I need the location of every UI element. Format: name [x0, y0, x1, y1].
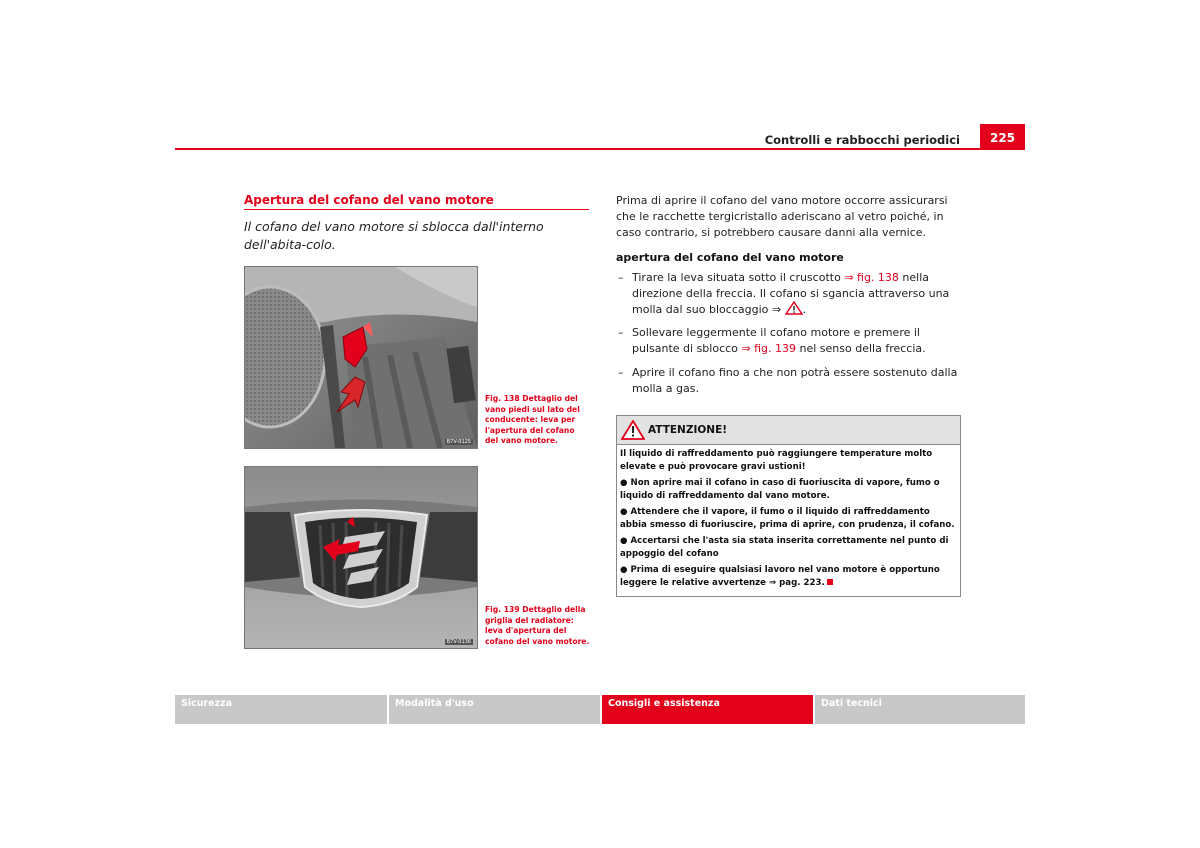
step-dash: –	[618, 326, 624, 339]
tab-modalita-uso[interactable]: Modalità d'uso	[389, 695, 600, 724]
step-3-text: Aprire il cofano fino a che non potrà essere sostenuto dalla molla a gas.	[632, 366, 958, 395]
step-2-text-cont: nel senso della freccia.	[796, 341, 926, 355]
tab-consigli-assistenza[interactable]: Consigli e assistenza	[602, 695, 813, 724]
procedure-heading: apertura del cofano del vano motore	[616, 251, 844, 264]
bullet-icon: ●	[620, 536, 628, 547]
step-1	[616, 270, 961, 318]
bullet-icon: ●	[620, 565, 628, 576]
step-1-text-cont: nella direzione della freccia. Il cofano si sgancia attraverso una molla dal suo bloccaggio ⇒	[632, 271, 950, 316]
warning-box	[616, 415, 961, 597]
step-2	[616, 325, 961, 356]
fig-139-link[interactable]: ⇒ fig. 139	[741, 341, 797, 355]
step-dash: –	[618, 366, 624, 379]
figure-138-image	[244, 266, 478, 449]
header-rule	[175, 148, 1025, 150]
figure-139-image	[244, 466, 478, 649]
page-number: 225	[980, 124, 1025, 149]
body-paragraph: Prima di aprire il cofano del vano motore occorre assicurarsi che le racchette tergicristallo aderiscano al vetro poiché, in caso contrario, si potrebbero causare danni alla vernice.	[616, 194, 948, 239]
warning-title: ATTENZIONE!	[648, 424, 728, 436]
tab-dati-tecnici[interactable]: Dati tecnici	[815, 695, 1025, 724]
figure-139-caption: Fig. 139 Dettaglio della griglia del radiatore: leva d'apertura del cofano del vano motore.	[485, 605, 590, 646]
figure-139-code: B7V-0136	[446, 639, 471, 645]
step-1-end: .	[802, 303, 807, 316]
warning-bullet: ● Accertarsi che l'asta sia stata inserita correttamente nel punto di appoggio del cofano	[620, 536, 949, 560]
figure-138-code: B7V-0125	[446, 439, 471, 445]
tab-sicurezza[interactable]: Sicurezza	[175, 695, 387, 724]
warning-triangle-icon	[621, 420, 645, 440]
warning-bullet: ● Prima di eseguire qualsiasi lavoro nel vano motore è opportuno leggere le relative avvertenze ⇒ pag. 223.	[620, 565, 940, 589]
section-intro: Il cofano del vano motore si sblocca dall'interno dell'abita-colo.	[244, 219, 544, 252]
warning-bullet: ● Non aprire mai il cofano in caso di fuoriuscita di vapore, fumo o liquido di raffreddamento dal vano motore.	[620, 478, 940, 501]
fig-138-link[interactable]: ⇒ fig. 138	[844, 271, 899, 284]
step-2-text: Sollevare leggermente il cofano motore e premere il pulsante di sblocco	[632, 326, 920, 355]
step-1-text: Tirare la leva situata sotto il cruscotto	[632, 271, 845, 284]
bullet-icon: ●	[620, 478, 628, 489]
step-dash: –	[618, 271, 624, 284]
figure-138-caption: Fig. 138 Dettaglio del vano piedi sul lato del conducente: leva per l'apertura del cofano del vano motore.	[485, 394, 580, 445]
section-heading: Apertura del cofano del vano motore	[244, 193, 589, 210]
warning-body	[620, 448, 958, 593]
warning-triangle-icon	[785, 301, 803, 315]
end-square-icon	[827, 579, 833, 585]
warning-intro: Il liquido di raffreddamento può raggiungere temperature molto elevate e può provocare gravi ustioni!	[620, 449, 933, 472]
running-header-title: Controlli e rabbocchi periodici	[764, 133, 960, 147]
step-3	[616, 365, 961, 396]
warning-bullet: ● Attendere che il vapore, il fumo o il liquido di raffreddamento abbia smesso di fuoriuscire, prima di aprire, con prudenza, il cofano.	[620, 507, 955, 530]
warning-header	[617, 416, 960, 445]
bullet-icon: ●	[620, 507, 628, 518]
